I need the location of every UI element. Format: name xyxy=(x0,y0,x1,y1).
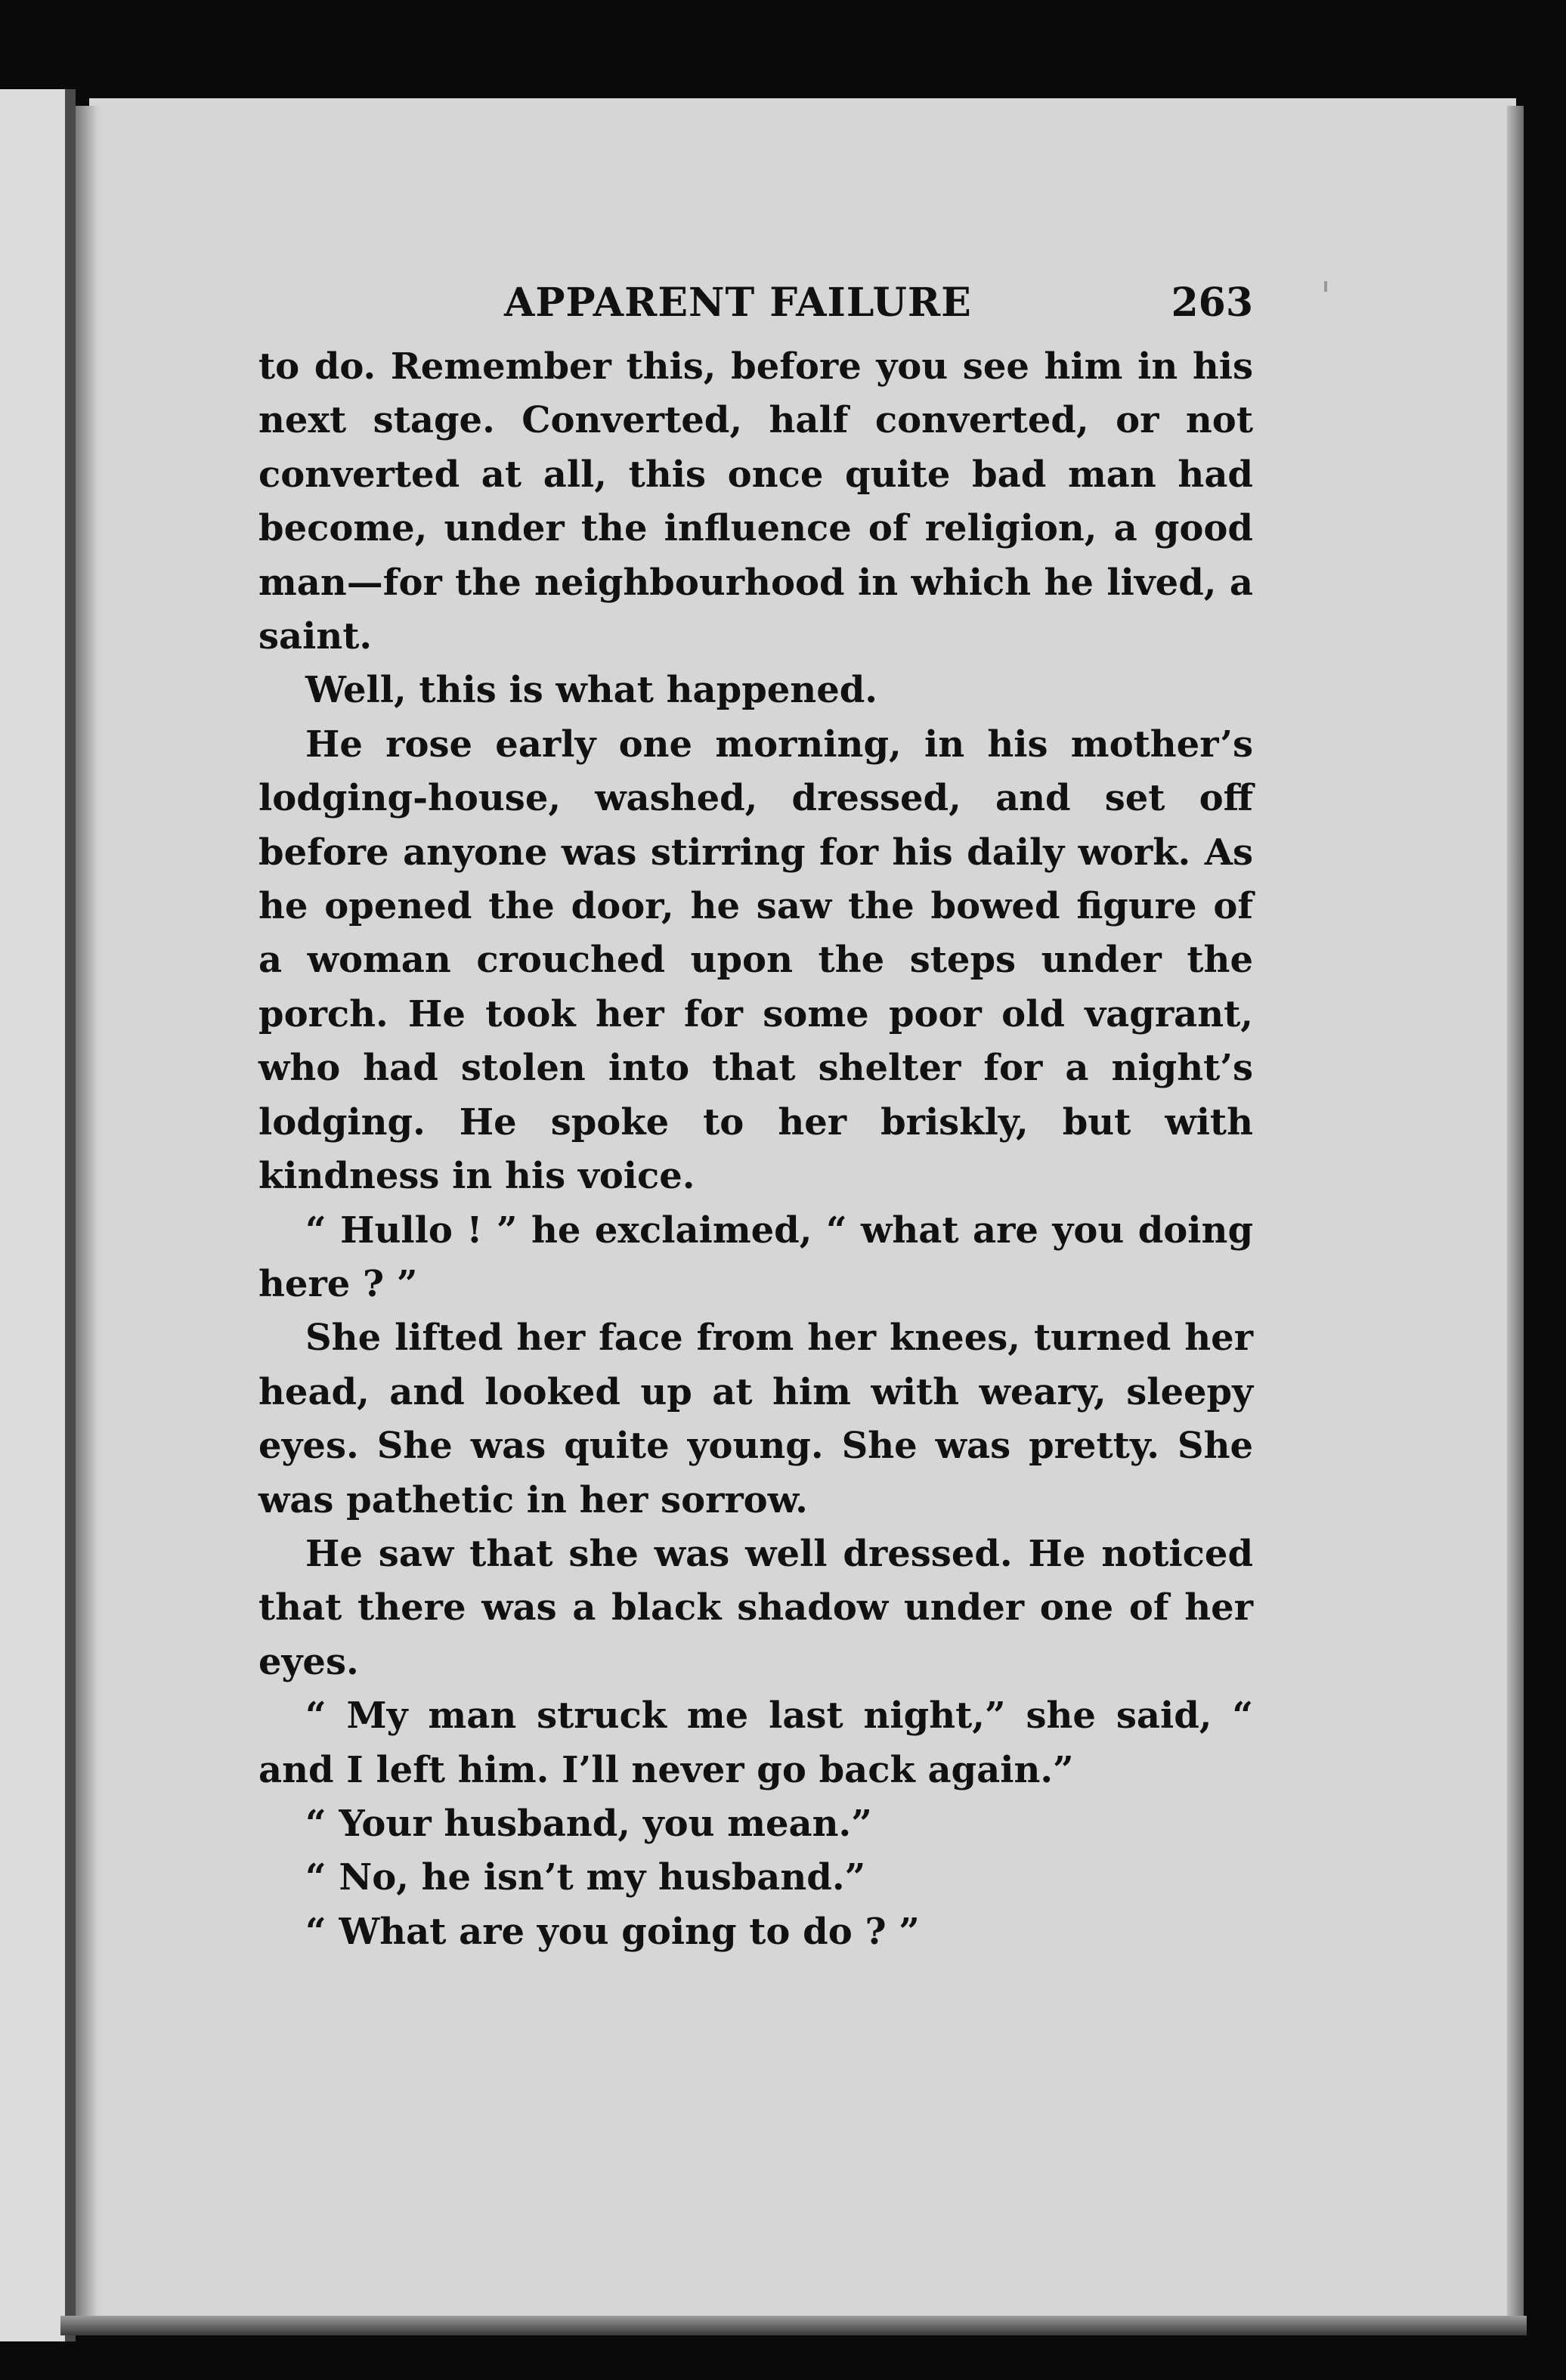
facing-page-strip xyxy=(0,89,70,2341)
book-spine-edge xyxy=(65,89,76,2341)
body-text xyxy=(258,340,1253,1959)
page-number: 263 xyxy=(1171,280,1253,326)
running-title: APPARENT FAILURE xyxy=(504,280,972,326)
page-bottom-edge xyxy=(60,2316,1527,2335)
paragraph: He rose early one morning, in his mother’s lodging-house, washed, dressed, and set off before anyone was stirring for his daily work. As he opened the door, he saw the bowed figure of a woman crouched upon the steps under the porch. He took her for some poor old vagrant, who had stolen into that shelter for a night’s lodging. He spoke to her briskly, but with kindness in his voice. xyxy=(258,723,1253,1198)
page-right-edge xyxy=(1507,106,1524,2328)
paragraph: “ Hullo ! ” he exclaimed, “ what are you doing here ? ” xyxy=(258,1209,1253,1305)
paragraph: She lifted her face from her knees, turned her head, and looked up at him with weary, sleepy eyes. She was quite young. She was pretty. She was pathetic in her sorrow. xyxy=(258,1317,1253,1521)
gutter-shadow xyxy=(76,106,106,2320)
paragraph: “ My man struck me last night,” she said, “ and I left him. I’ll never go back again.” xyxy=(258,1694,1253,1791)
paragraph: He saw that she was well dressed. He noticed that there was a black shadow under one of her eyes. xyxy=(258,1532,1253,1683)
page-text-block xyxy=(258,280,1253,1959)
running-head xyxy=(258,280,1253,340)
paragraph: “ Your husband, you mean.” xyxy=(305,1802,872,1845)
paragraph: “ What are you going to do ? ” xyxy=(305,1910,920,1953)
paragraph: “ No, he isn’t my husband.” xyxy=(305,1856,866,1899)
paragraph: to do. Remember this, before you see him in his next stage. Converted, half converted, or not converted at all, this once quite bad man had become, under the influence of religion, a good man—for the neighbourhood in which he lived, a saint. xyxy=(258,345,1253,658)
paragraph: Well, this is what happened. xyxy=(305,669,878,712)
scan-speck xyxy=(1324,281,1327,292)
